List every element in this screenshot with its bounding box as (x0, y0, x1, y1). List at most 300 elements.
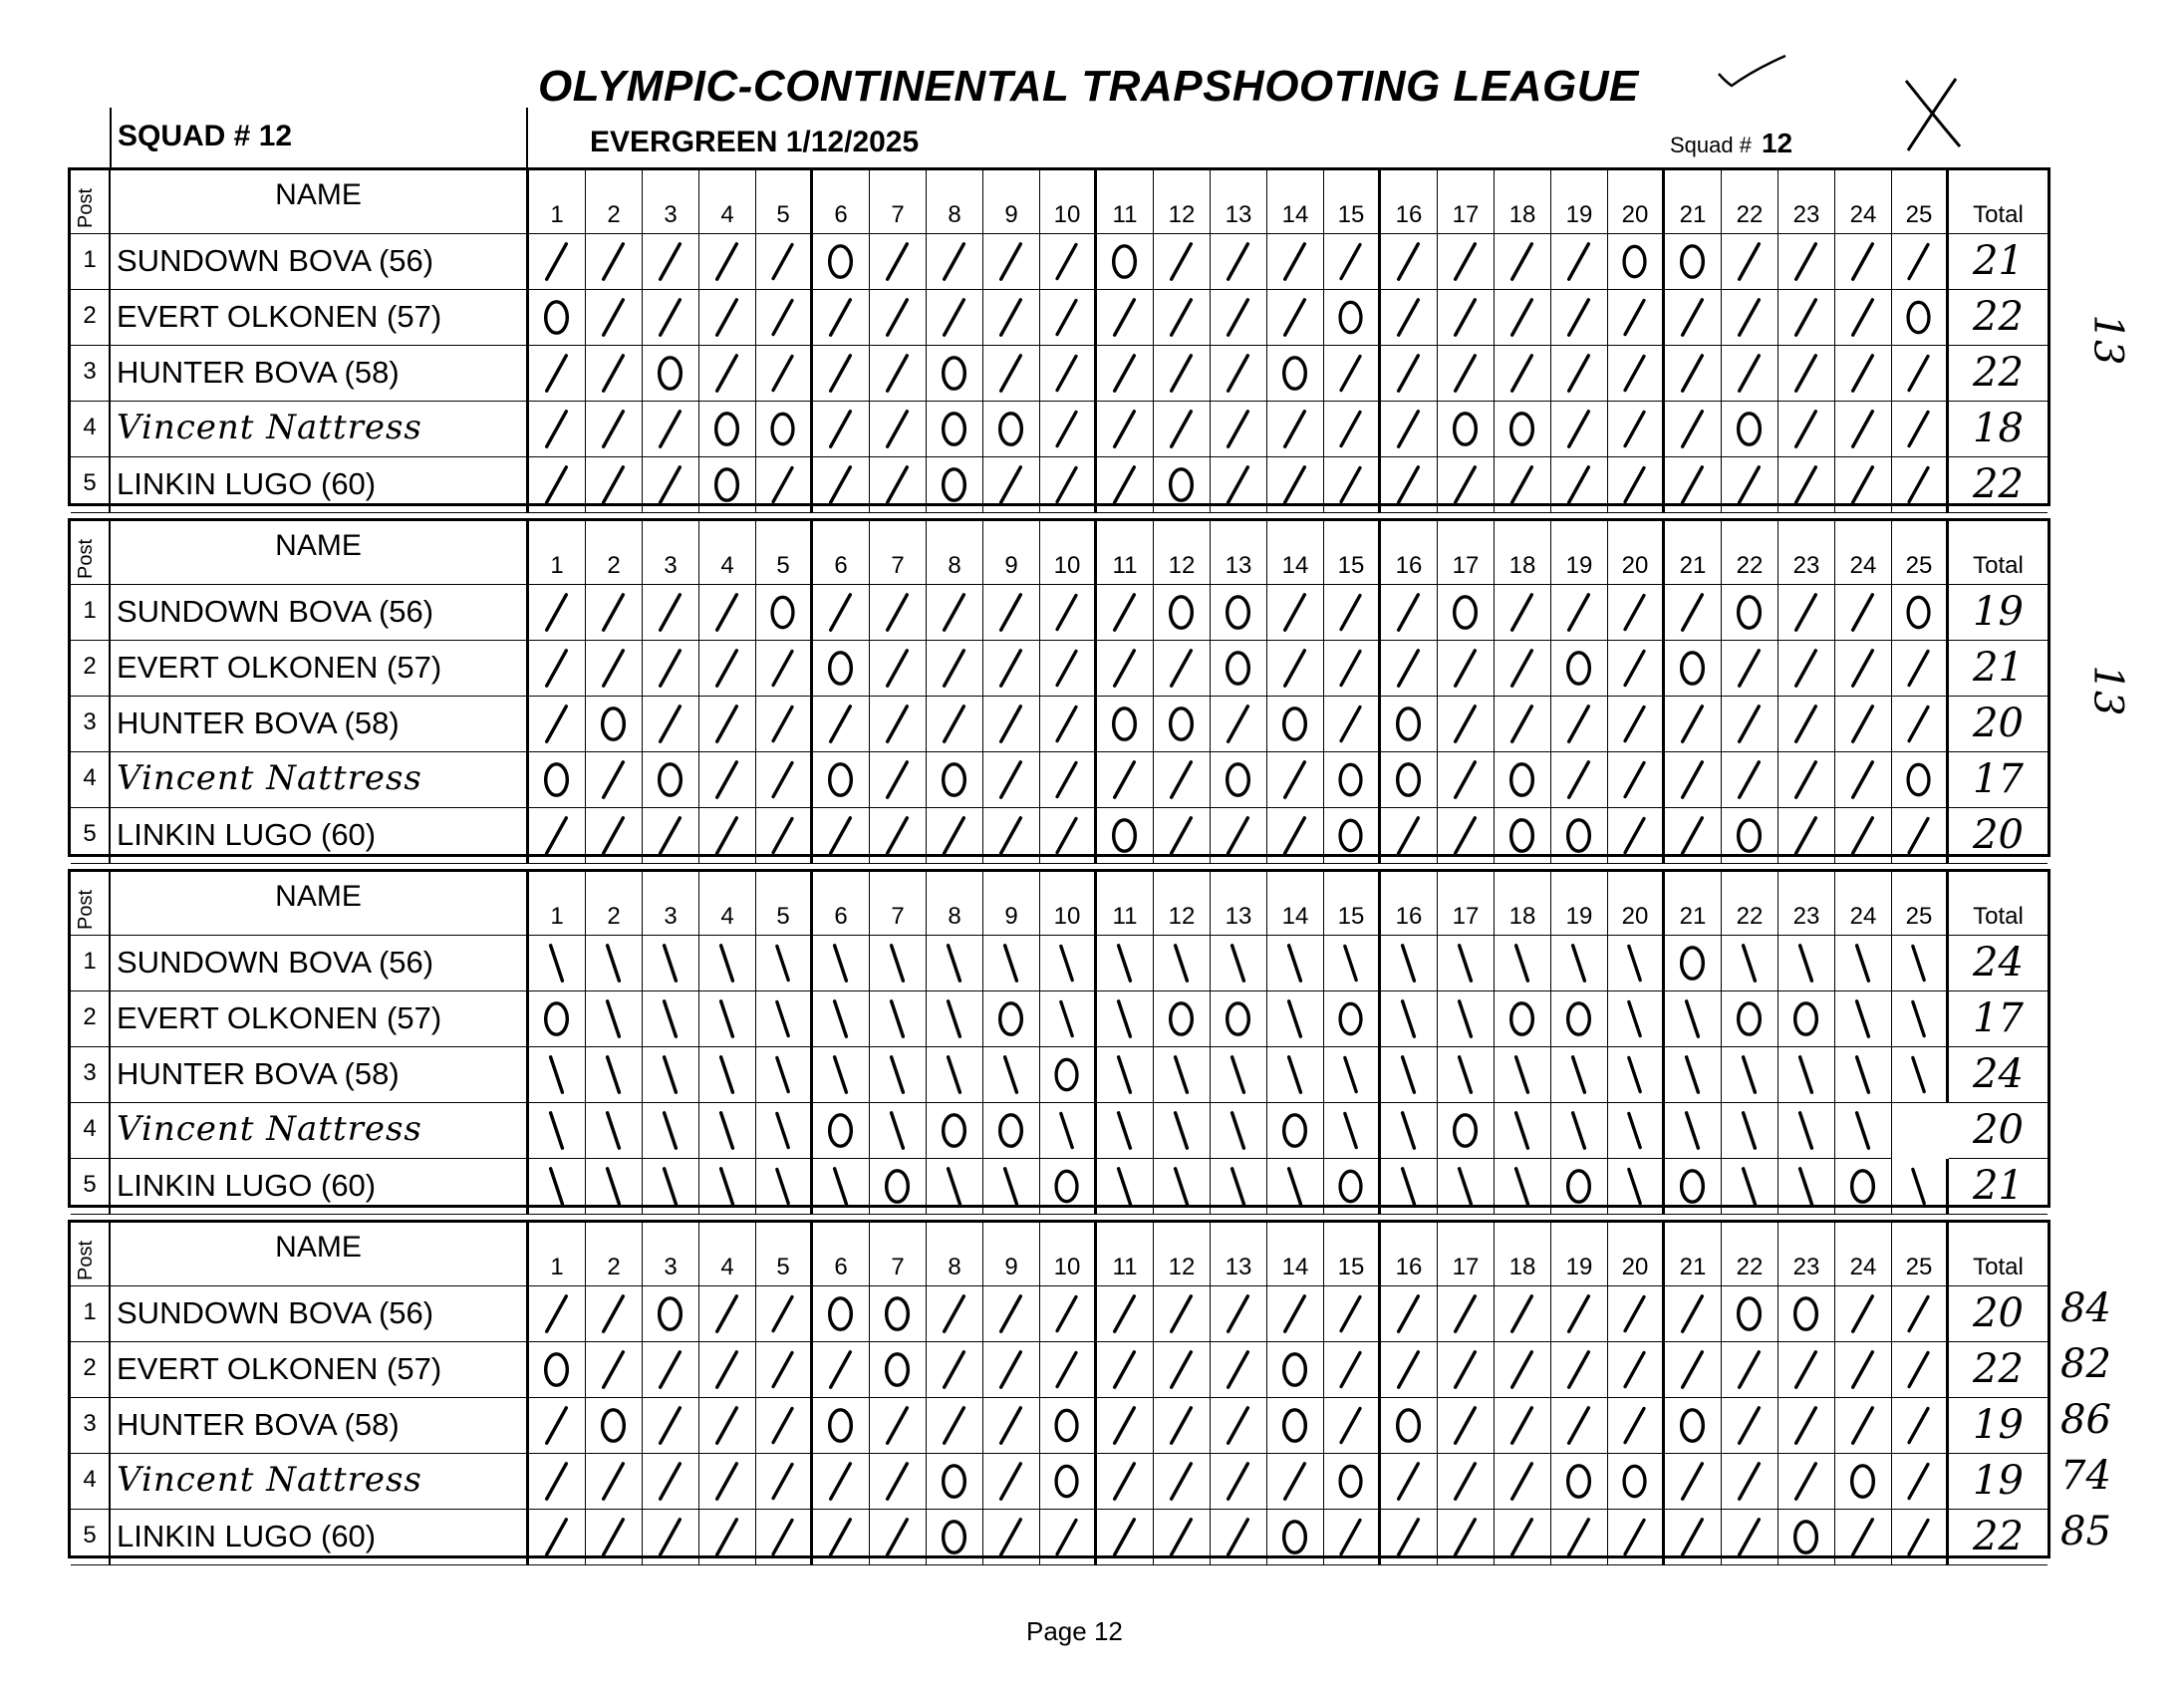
score-cell (1324, 1103, 1381, 1159)
score-cell (1778, 991, 1835, 1047)
score-cell (1778, 697, 1835, 752)
hit-mark (1835, 1510, 1891, 1564)
score-cell (870, 808, 927, 864)
miss-mark (1211, 641, 1266, 696)
round-number: 15 (1337, 1254, 1365, 1280)
score-cell (1722, 752, 1778, 808)
miss-mark (1267, 697, 1323, 751)
hit-mark (1438, 234, 1494, 289)
score-cell (1495, 1047, 1551, 1103)
score-cell (1211, 808, 1267, 864)
miss-mark (586, 697, 642, 751)
hit-mark (927, 290, 982, 345)
miss-mark (983, 402, 1039, 456)
hit-mark (813, 402, 869, 456)
hit-mark (870, 1510, 926, 1564)
hit-mark (1778, 1342, 1834, 1397)
hit-mark (756, 1159, 810, 1214)
hit-mark (1778, 641, 1834, 696)
hit-mark (983, 346, 1039, 401)
hit-mark (1040, 234, 1094, 289)
post-cell (71, 457, 111, 513)
hit-mark (1324, 346, 1378, 401)
hit-mark (1154, 808, 1210, 863)
total-header-label: Total (1973, 552, 2024, 579)
player-name-cell (111, 457, 529, 513)
player-name: SUNDOWN BOVA (56) (117, 945, 434, 980)
score-cell (586, 936, 643, 991)
score-cell (1097, 1047, 1154, 1103)
score-cell (529, 1159, 586, 1215)
score-cell (1665, 457, 1722, 513)
round-number: 22 (1736, 552, 1764, 579)
hit-mark (699, 808, 755, 863)
score-cell (1381, 936, 1438, 991)
score-cell (643, 290, 699, 346)
hit-mark (1267, 1047, 1323, 1102)
hit-mark (586, 991, 642, 1046)
player-name-cell (111, 1286, 529, 1342)
hit-mark (1267, 234, 1323, 289)
player-name: HUNTER BOVA (58) (117, 1407, 400, 1442)
score-cell (1267, 1286, 1324, 1342)
hit-mark (1097, 1510, 1153, 1564)
hit-mark (1722, 752, 1777, 807)
hit-mark (1892, 234, 1946, 289)
hit-mark (1097, 1454, 1153, 1509)
post-number: 1 (83, 597, 97, 624)
round-header (699, 1223, 756, 1286)
score-cell (586, 641, 643, 697)
hit-mark (756, 234, 810, 289)
score-cell (870, 585, 927, 641)
hit-mark (529, 936, 585, 990)
hit-mark (586, 1159, 642, 1214)
miss-mark (1835, 1454, 1891, 1509)
hit-mark (1778, 697, 1834, 751)
score-cell (699, 1103, 756, 1159)
score-cell (1835, 1510, 1892, 1565)
score-cell (756, 641, 813, 697)
hit-mark (756, 1454, 810, 1509)
round-header (1381, 1223, 1438, 1286)
round-header (1608, 170, 1665, 234)
hit-mark (813, 936, 869, 990)
miss-mark (927, 1103, 982, 1158)
round-header (1608, 872, 1665, 936)
hit-mark (1211, 1047, 1266, 1102)
hit-mark (1381, 1159, 1437, 1214)
hit-mark (870, 641, 926, 696)
post-header (71, 872, 111, 936)
score-cell (756, 1286, 813, 1342)
score-cell (529, 346, 586, 402)
hit-mark (699, 1398, 755, 1453)
hit-mark (699, 585, 755, 640)
score-cell (1438, 991, 1495, 1047)
score-cell (1324, 1454, 1381, 1510)
hit-mark (756, 808, 810, 863)
score-cell (1835, 234, 1892, 290)
score-cell (1608, 936, 1665, 991)
score-cell (1551, 808, 1608, 864)
hit-mark (1551, 1103, 1607, 1158)
round-number: 9 (1004, 552, 1018, 579)
score-cell (1892, 936, 1949, 991)
hit-mark (1608, 936, 1662, 990)
post-number: 3 (83, 358, 97, 385)
round-number: 21 (1679, 201, 1707, 228)
hit-mark (870, 752, 926, 807)
score-cell (1551, 1286, 1608, 1342)
player-name: SUNDOWN BOVA (56) (117, 594, 434, 629)
round-header (1835, 521, 1892, 585)
hit-mark (1495, 1047, 1550, 1102)
round-number: 1 (550, 201, 564, 228)
round-header (1438, 521, 1495, 585)
total-cell (1949, 1159, 2048, 1215)
score-cell (529, 936, 586, 991)
score-cell (699, 697, 756, 752)
hit-mark (1040, 641, 1094, 696)
round-header (699, 521, 756, 585)
round-header (927, 872, 983, 936)
miss-mark (1551, 641, 1607, 696)
score-cell (643, 808, 699, 864)
score-cell (586, 1103, 643, 1159)
hit-mark (699, 1047, 755, 1102)
hit-mark (1722, 1103, 1777, 1158)
miss-mark (1778, 991, 1834, 1046)
hit-mark (813, 346, 869, 401)
hit-mark (756, 1286, 810, 1341)
total-cell (1949, 641, 2048, 697)
hit-mark (1608, 1342, 1662, 1397)
score-cell (1211, 991, 1267, 1047)
score-cell (1892, 1286, 1949, 1342)
hit-mark (699, 234, 755, 289)
score-cell (813, 808, 870, 864)
round-number: 24 (1849, 1254, 1877, 1280)
round-header (1778, 521, 1835, 585)
score-cell (813, 457, 870, 513)
hit-mark (1722, 1047, 1777, 1102)
round-number: 8 (948, 552, 961, 579)
score-cell (699, 346, 756, 402)
round-number: 3 (664, 552, 678, 579)
hit-mark (1892, 1286, 1946, 1341)
miss-mark (870, 1342, 926, 1397)
score-cell (1722, 1454, 1778, 1510)
score-cell (813, 1047, 870, 1103)
score-cell (1040, 290, 1097, 346)
score-cell (927, 752, 983, 808)
miss-mark (1495, 752, 1550, 807)
miss-mark (927, 1454, 982, 1509)
round-header (1211, 170, 1267, 234)
score-cell (1551, 1103, 1608, 1159)
round-number: 18 (1508, 903, 1536, 930)
hit-mark (1722, 290, 1777, 345)
player-name: LINKIN LUGO (60) (117, 1519, 377, 1553)
hit-mark (1835, 457, 1891, 512)
miss-mark (586, 1398, 642, 1453)
score-cell (1267, 1103, 1324, 1159)
miss-mark (1097, 697, 1153, 751)
hit-mark (870, 457, 926, 512)
hit-mark (1722, 234, 1777, 289)
miss-mark (529, 290, 585, 345)
miss-mark (813, 752, 869, 807)
hit-mark (1324, 936, 1378, 990)
score-cell (1154, 1342, 1211, 1398)
score-cell (586, 457, 643, 513)
round-header (643, 1223, 699, 1286)
miss-mark (813, 1398, 869, 1453)
round-header (1324, 521, 1381, 585)
round-header (529, 521, 586, 585)
score-cell (1835, 936, 1892, 991)
round-number: 9 (1004, 903, 1018, 930)
round-header (1835, 170, 1892, 234)
hit-mark (927, 585, 982, 640)
miss-mark (1438, 585, 1494, 640)
miss-mark (1040, 1159, 1094, 1214)
round-header (756, 170, 813, 234)
hit-mark (983, 585, 1039, 640)
hit-mark (1154, 936, 1210, 990)
score-cell (983, 936, 1040, 991)
score-cell (1324, 991, 1381, 1047)
post-number: 4 (83, 764, 97, 791)
hit-mark (1211, 290, 1266, 345)
score-cell (1835, 641, 1892, 697)
score-cell (1551, 402, 1608, 457)
score-cell (1154, 1454, 1211, 1510)
score-cell (1381, 1286, 1438, 1342)
player-total: 19 (1973, 1458, 2024, 1504)
score-cell (1722, 234, 1778, 290)
hit-mark (1608, 641, 1662, 696)
score-cell (1154, 991, 1211, 1047)
score-cell (1154, 346, 1211, 402)
round-number: 17 (1452, 1254, 1480, 1280)
hit-mark (1495, 1454, 1550, 1509)
score-cell (1267, 1342, 1324, 1398)
score-cell (927, 234, 983, 290)
score-cell (1097, 585, 1154, 641)
round-header (756, 521, 813, 585)
round-number: 15 (1337, 201, 1365, 228)
score-cell (1551, 457, 1608, 513)
hit-mark (813, 1159, 869, 1214)
hit-mark (1438, 936, 1494, 990)
score-cell (1551, 936, 1608, 991)
hit-mark (1154, 1047, 1210, 1102)
score-cell (586, 346, 643, 402)
hit-mark (1324, 234, 1378, 289)
hit-mark (756, 936, 810, 990)
miss-mark (1665, 234, 1721, 289)
hit-mark (1495, 697, 1550, 751)
total-cell (1949, 402, 2048, 457)
score-cell (586, 697, 643, 752)
score-cell (1267, 346, 1324, 402)
total-header (1949, 1223, 2048, 1286)
score-cell (1381, 234, 1438, 290)
score-cell (1154, 1047, 1211, 1103)
hit-mark (1835, 1047, 1891, 1102)
score-cell (1835, 1159, 1892, 1215)
round-number: 7 (891, 552, 905, 579)
hit-mark (1267, 402, 1323, 456)
score-cell (1551, 991, 1608, 1047)
round-header (1211, 1223, 1267, 1286)
score-cell (1665, 1103, 1722, 1159)
hit-mark (1097, 457, 1153, 512)
round-header (1040, 170, 1097, 234)
score-cell (586, 234, 643, 290)
round-number: 23 (1792, 1254, 1820, 1280)
score-cell (529, 1342, 586, 1398)
hit-mark (1267, 585, 1323, 640)
round-number: 1 (550, 1254, 564, 1280)
score-cell (1438, 1510, 1495, 1565)
hit-mark (813, 1342, 869, 1397)
hit-mark (1835, 697, 1891, 751)
hit-mark (983, 936, 1039, 990)
score-cell (529, 1398, 586, 1454)
hit-mark (1778, 346, 1834, 401)
score-block (68, 518, 2050, 857)
hit-mark (1835, 1398, 1891, 1453)
hit-mark (1211, 1398, 1266, 1453)
score-cell (1097, 641, 1154, 697)
score-cell (643, 585, 699, 641)
total-cell (1949, 290, 2048, 346)
player-name-cell (111, 234, 529, 290)
score-cell (1665, 808, 1722, 864)
hit-mark (1722, 1159, 1777, 1214)
post-cell (71, 697, 111, 752)
score-cell (699, 234, 756, 290)
player-name-cell (111, 752, 529, 808)
score-cell (927, 1103, 983, 1159)
hit-mark (756, 641, 810, 696)
score-cell (813, 697, 870, 752)
score-cell (1381, 1398, 1438, 1454)
score-cell (1154, 752, 1211, 808)
post-cell (71, 808, 111, 864)
score-cell (1211, 1342, 1267, 1398)
miss-mark (1778, 1286, 1834, 1341)
miss-mark (927, 346, 982, 401)
round-header (1040, 521, 1097, 585)
score-cell (756, 402, 813, 457)
round-header (1722, 521, 1778, 585)
score-cell (1551, 234, 1608, 290)
hit-mark (699, 641, 755, 696)
player-total: 17 (1973, 995, 2024, 1041)
hit-mark (1324, 457, 1378, 512)
score-cell (1211, 1159, 1267, 1215)
post-header-label: Post (75, 889, 97, 930)
round-header (1665, 872, 1722, 936)
score-cell (529, 1047, 586, 1103)
hit-mark (1154, 1103, 1210, 1158)
hit-mark (1892, 991, 1946, 1046)
score-cell (1665, 1159, 1722, 1215)
round-header (1551, 170, 1608, 234)
hit-mark (1608, 1047, 1662, 1102)
score-cell (1267, 991, 1324, 1047)
score-cell (699, 1454, 756, 1510)
hit-mark (699, 1286, 755, 1341)
hit-mark (1040, 402, 1094, 456)
post-header (71, 521, 111, 585)
score-cell (1608, 808, 1665, 864)
score-cell (529, 457, 586, 513)
hit-mark (983, 457, 1039, 512)
round-number: 5 (776, 201, 790, 228)
score-cell (1040, 585, 1097, 641)
score-cell (983, 1454, 1040, 1510)
hit-mark (1551, 234, 1607, 289)
total-header (1949, 170, 2048, 234)
round-header (1267, 872, 1324, 936)
round-number: 18 (1508, 1254, 1536, 1280)
hit-mark (1381, 1047, 1437, 1102)
post-cell (71, 1454, 111, 1510)
score-cell (699, 1159, 756, 1215)
score-cell (1665, 641, 1722, 697)
hit-mark (1267, 1454, 1323, 1509)
round-header (870, 1223, 927, 1286)
round-number: 5 (776, 1254, 790, 1280)
player-name-cell (111, 641, 529, 697)
score-cell (813, 936, 870, 991)
score-cell (1495, 1286, 1551, 1342)
post-number: 5 (83, 469, 97, 496)
miss-mark (1438, 402, 1494, 456)
post-number: 2 (83, 302, 97, 329)
hit-mark (1551, 697, 1607, 751)
round-header (1778, 872, 1835, 936)
hit-mark (927, 1159, 982, 1214)
post-number: 2 (83, 653, 97, 680)
hit-mark (870, 402, 926, 456)
name-header-label: NAME (275, 880, 362, 913)
round-header (1778, 1223, 1835, 1286)
hit-mark (1835, 585, 1891, 640)
round-header (1551, 521, 1608, 585)
score-cell (643, 991, 699, 1047)
hit-mark (643, 1454, 698, 1509)
score-cell (1722, 641, 1778, 697)
score-cell (1040, 1398, 1097, 1454)
hit-mark (1835, 808, 1891, 863)
player-name-cell (111, 1510, 529, 1565)
event-label: EVERGREEN 1/12/2025 (590, 126, 920, 158)
hit-mark (1438, 1398, 1494, 1453)
score-cell (1211, 1047, 1267, 1103)
player-name-cell (111, 1047, 529, 1103)
score-cell (586, 1510, 643, 1565)
score-cell (1778, 1103, 1835, 1159)
hit-mark (813, 1510, 869, 1564)
player-total: 21 (1973, 1163, 2024, 1209)
score-cell (1211, 1286, 1267, 1342)
